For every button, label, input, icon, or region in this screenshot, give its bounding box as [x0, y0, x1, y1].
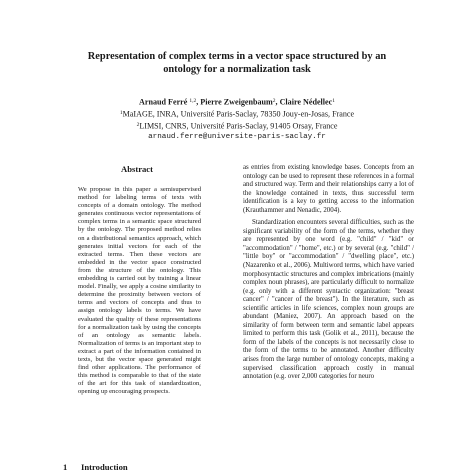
author-names: Arnaud Ferré $^{1,2}$, Pierre Zweigenbaum$^2$, Claire Nédellec$^1$ [139, 97, 335, 107]
section-heading-introduction [63, 462, 223, 473]
affiliation-2 [60, 120, 414, 132]
affiliation-2-mark: 2 [136, 122, 140, 129]
introduction-paragraph-2: Standardization encounters several difficulties, such as the significant variability of the form of the terms, whether they are represented by one word (e.g. "child" / "kid" or "accommodation" / "home", etc.) or by several (e.g. "child" / "little boy" or "accommodation" / "dwelling place", etc.) (Nazarenko et al., 2006). Multiword terms, which have varied morphosyntactic structures and complex imbrications (mainly complex noun phrases), are particularly difficult to normalize (e.g. only with a different syntactic organization: "breast cancer" / "cancer of the breast"). In the literature, such as scientific articles in life sciences, complex noun groups are abundant (Maniez, 2007). An approach based on the similarity of form between term and semantic label appears limited to perform this task (Golik et al., 2011), because the form of the labels of the concepts is not necessarily close to the form of the terms to be annotated. Another difficulty arises from the large number of ontology concepts, making a supervised classification approach costly in manual annotation (e.g. over 2,000 categories for neuro [243, 219, 414, 381]
author-3: Claire Nédellec [279, 97, 333, 107]
affiliation-1-text: MaIAGE, INRA, Université Paris-Saclay, 78350 Jouy-en-Josas, France [122, 109, 355, 119]
abstract-heading: Abstract [121, 164, 153, 174]
author-1: Arnaud Ferré [139, 97, 188, 107]
affiliation-1-mark: 1 [119, 110, 123, 117]
author-block [60, 96, 414, 143]
section-title: Introduction [81, 462, 128, 472]
author-2-marks: 2 [272, 98, 276, 104]
right-column [243, 164, 414, 382]
affiliation-1 [60, 108, 414, 120]
author-email: arnaud.ferre@universite-paris-saclay.fr [148, 133, 326, 142]
affiliation-2-text: LIMSI, CNRS, Université Paris-Saclay, 91405 Orsay, France [139, 121, 338, 131]
author-3-marks: 1 [332, 98, 335, 104]
author-2: Pierre Zweigenbaum [200, 97, 273, 107]
title-line-2: ontology for a normalization task [163, 64, 311, 75]
introduction-paragraph-1: as entries from existing knowledge bases. Concepts from an ontology can be used to represent these references in a formal and structured way. Term and their relationships carry a lot of the knowledge contained in texts, thus successful term identification is a key to getting access to the information (Krauthammer and Nenadic, 2004). [243, 164, 414, 214]
abstract-text: We propose in this paper a semisupervised method for labeling terms of texts with concepts of a domain ontology. The method generates continuous vector representations of complex terms in a semantic space structured by the ontology. The proposed method relies on a distributional semantics approach, which generates initial vectors for each of the extracted terms. Then these vectors are embedded in the vector space constructed from the structure of the ontology. This embedding is carried out by training a linear model. Finally, we apply a cosine similarity to determine the proximity between vectors of terms and vectors of concepts and thus to assign ontology labels to terms. We have evaluated the quality of these representations for a normalization task by using the concepts of an ontology as semantic labels. Normalization of terms is an important step to extract a part of the information contained in texts, but the vector space generated might find other applications. The performance of this method is comparable to that of the state of the art for this task of standardization, opening up encouraging prospects. [78, 186, 201, 396]
left-column [63, 164, 211, 396]
section-number: 1 [63, 462, 68, 472]
author-1-marks: 1,2 [189, 98, 197, 104]
title-line-1: Representation of complex terms in a vector space structured by an [87, 51, 387, 62]
paper-title [50, 50, 424, 76]
